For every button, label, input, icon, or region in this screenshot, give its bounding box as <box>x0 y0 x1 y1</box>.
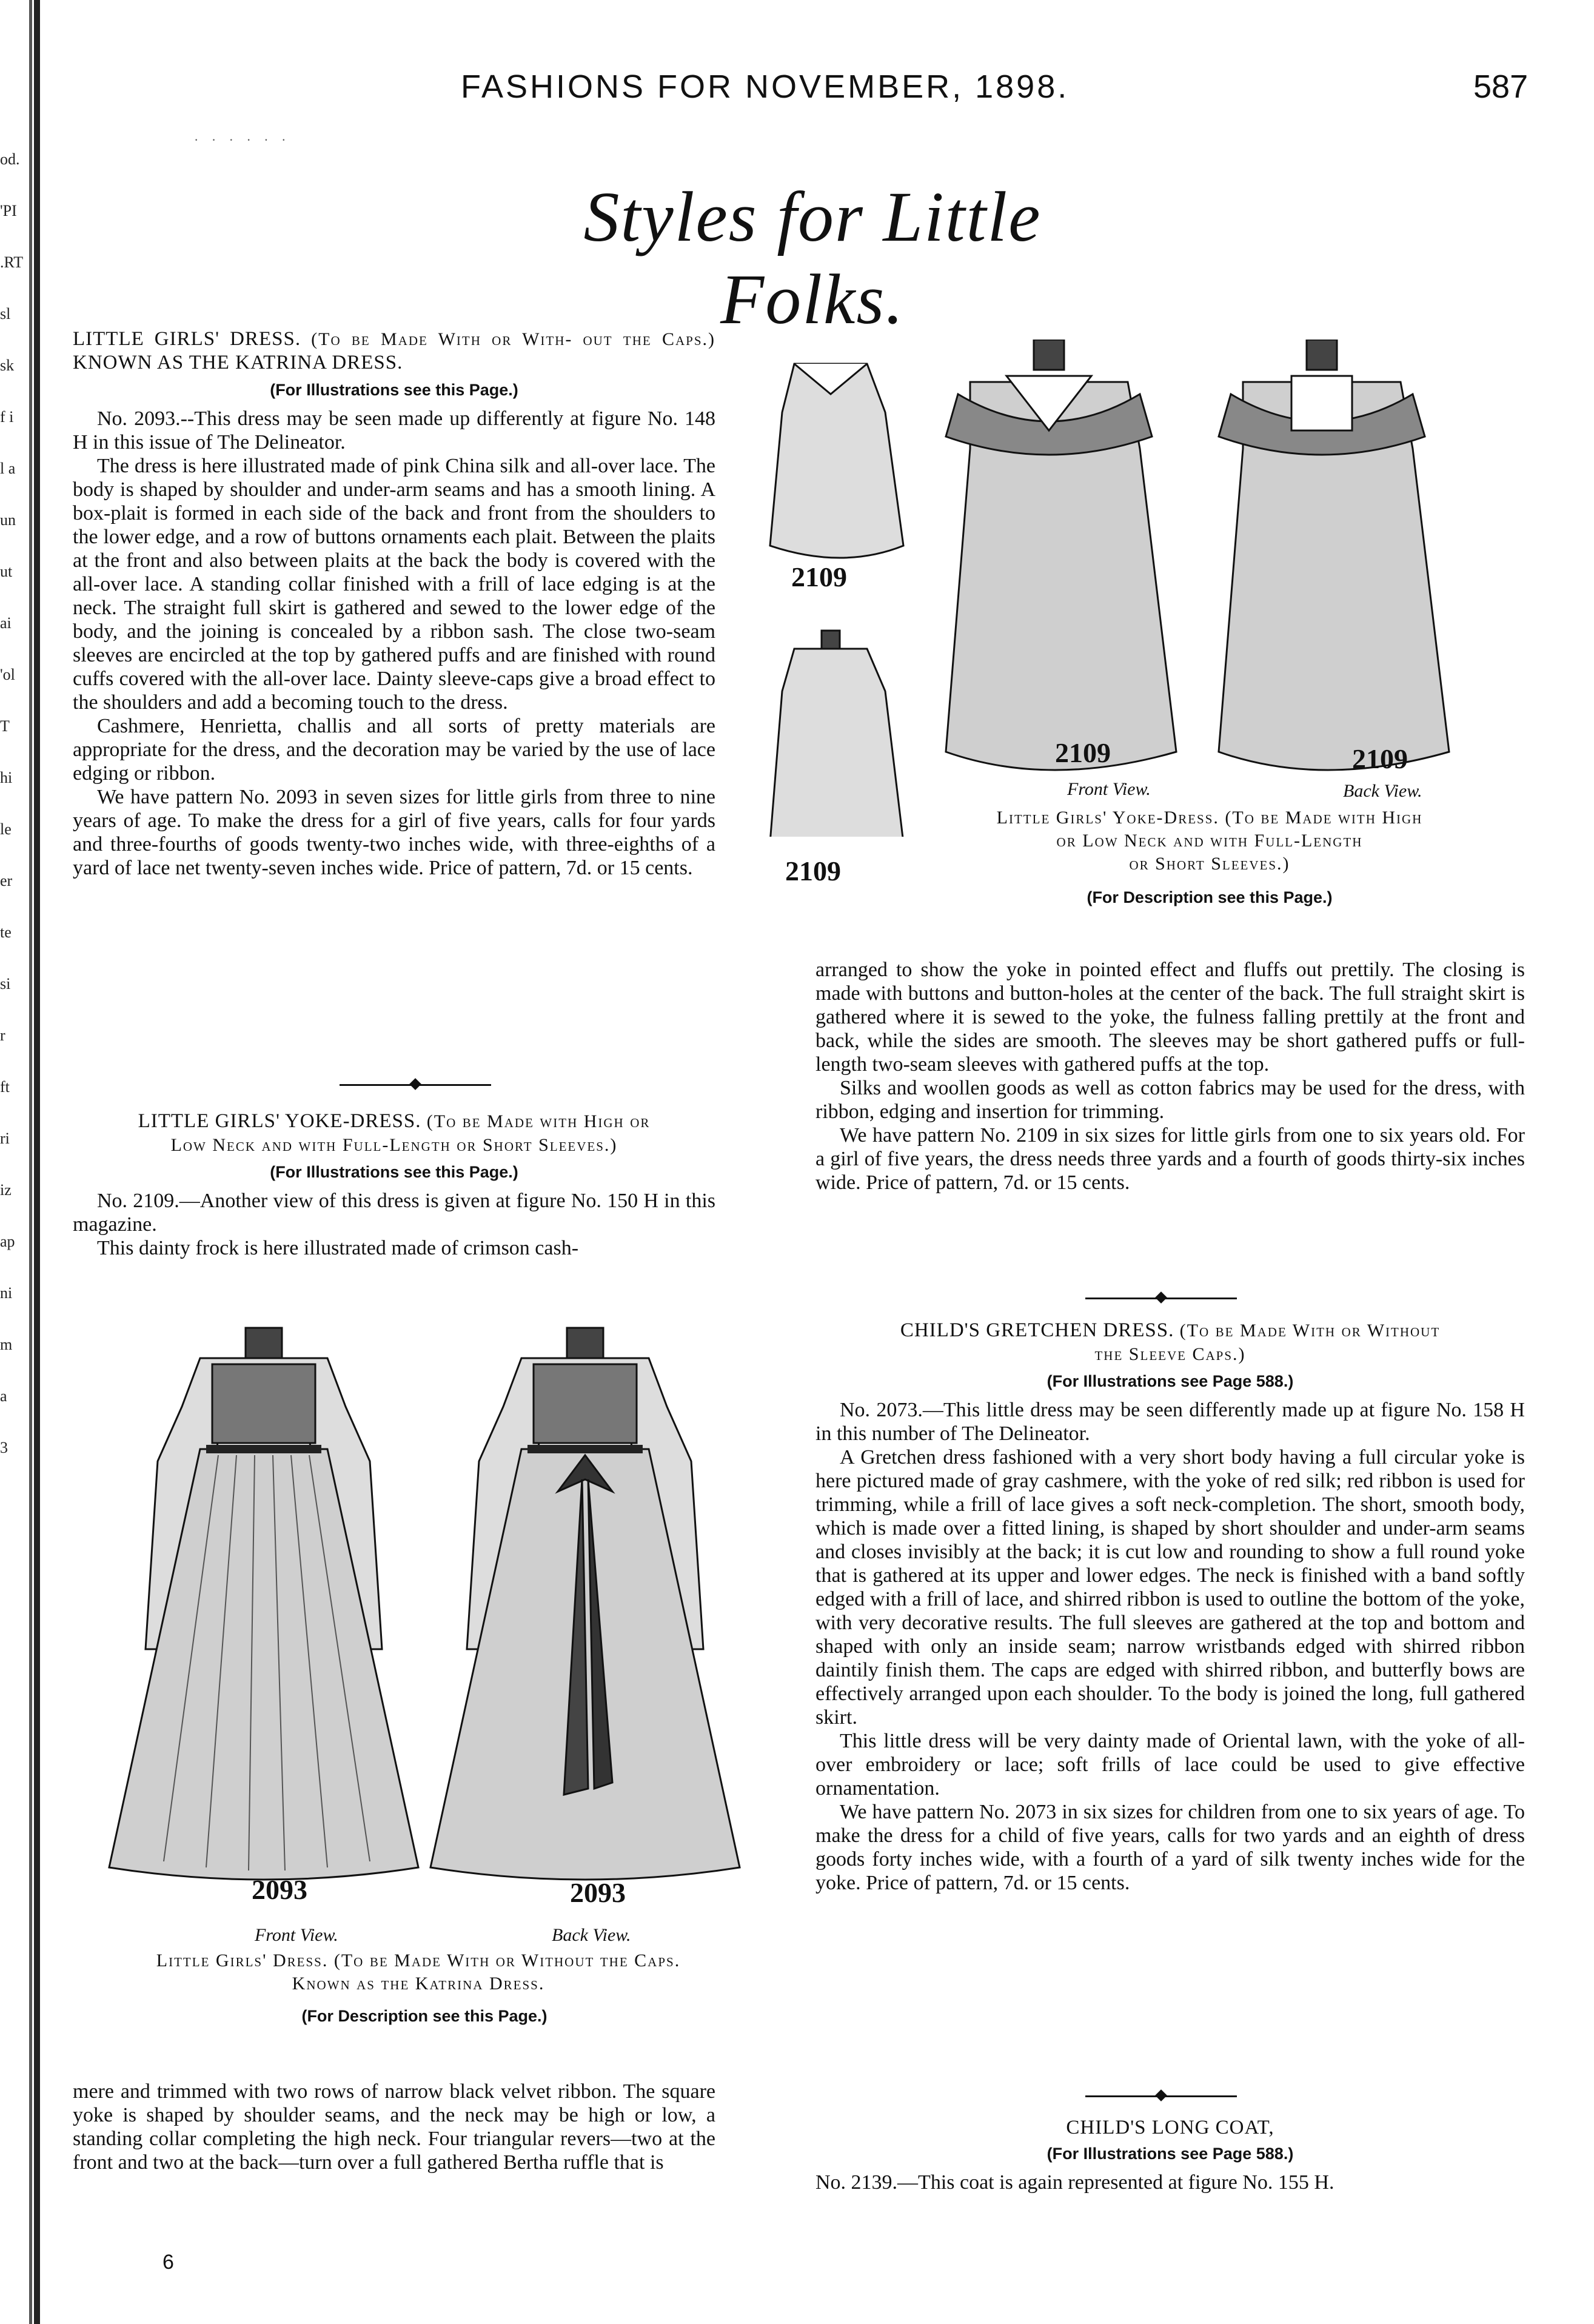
dress-2109-back-drawing <box>1219 340 1449 770</box>
paragraph: arranged to show the yoke in pointed effect and fluffs out prettily. The closing is made with buttons and button-holes at the center of the back. The full straight skirt is gathered where it is sewed to the yoke, the fulness falling prettily at the front and back, while the sides are smooth. The sleeves may be short gathered puffs or full-length two-seam sleeves with gathered puffs at the top. <box>815 959 1525 1076</box>
paragraph: Silks and woollen goods as well as cotton fabrics may be used for the dress, with ribbon, edging and insertion for trimming. <box>815 1077 1525 1123</box>
fragment: .RT <box>0 253 24 271</box>
fragment: l a <box>0 460 16 477</box>
figure-caption <box>891 806 1528 876</box>
fragment: ai <box>0 614 12 632</box>
fragment: si <box>0 975 11 993</box>
fragment: te <box>0 923 12 941</box>
caption-line: or Low Neck and with Full-Length <box>1056 831 1363 851</box>
heading-paren: (To be Made With or With- <box>311 329 573 349</box>
illustration-note: (For Illustrations see this Page.) <box>270 381 518 399</box>
dress-2093-illustration <box>91 1310 770 1916</box>
running-header: FASHIONS FOR NOVEMBER, 1898. <box>461 69 1070 105</box>
fragment: 3 <box>0 1439 8 1456</box>
paragraph: This dainty frock is here illustrated made of crimson cash- <box>97 1237 579 1259</box>
paragraph: No. 2109.—Another view of this dress is given at figure No. 150 H in this magazine. <box>73 1190 715 1236</box>
front-view-label: Front View. <box>255 1925 338 1945</box>
fragment: iz <box>0 1181 12 1199</box>
article-2109 <box>73 1110 715 1260</box>
figure-label: 2093 <box>570 1877 626 1908</box>
illustration-note: (For Illustrations see this Page.) <box>270 1163 518 1181</box>
fragment: f i <box>0 408 14 426</box>
caption-line: or Short Sleeves.) <box>1129 854 1290 874</box>
fragment: m <box>0 1336 13 1353</box>
caption-line: Little Girls' Yoke-Dress. (To be Made with High <box>996 808 1423 828</box>
paragraph: A Gretchen dress fashioned with a very short body having a full circular yoke is here pictured made of gray cashmere, with the yoke of red silk; red ribbon is used for trimming, while a frill of lace gives a soft neck-completion. The short, smooth body, which is made over a fitted lining, is shaped by short shoulder and under-arm seams and closes invisibly at the back; it is cut low and rounding to show a full round yoke that is gathered at its upper and lower edges. The neck is finished with a band softly edged with a frill of lace, and shirred ribbon is used to outline the bottom of the yoke, with very decorative results. The full sleeves are gathered at the top and bottom and shaped with only an inside seam; narrow wristbands edged with shirred ribbon daintily finish them. The caps are edged with shirred ribbon, and butterfly bows are effectively arranged upon each shoulder. To the body is joined the long, full gathered skirt. <box>815 1446 1525 1729</box>
article-heading <box>815 1319 1525 1366</box>
heading-paren-cont: out the Caps.) <box>583 329 716 349</box>
figure-label: 2109 <box>791 561 847 592</box>
figure-label: 2109 <box>1055 737 1111 768</box>
fragment: le <box>0 820 12 838</box>
fragment: sl <box>0 305 11 323</box>
heading-known-as: KNOWN AS THE KATRINA DRESS. <box>73 352 403 373</box>
figure-group-2093 <box>91 1310 770 2025</box>
article-2109-continued <box>73 2080 715 2174</box>
heading-main: CHILD'S GRETCHEN DRESS. <box>900 1319 1174 1341</box>
fragment: ni <box>0 1284 13 1302</box>
heading-paren: (To be Made With or Without <box>1179 1321 1441 1341</box>
fragment: hi <box>0 769 13 786</box>
heading-paren-cont: Low Neck and with Full-Length or Short Sleeves.) <box>170 1135 618 1155</box>
paragraph: No. 2073.—This little dress may be seen differently made up at figure No. 158 H in this number of The Delineator. <box>815 1399 1525 1445</box>
fragment: un <box>0 511 16 529</box>
figure-label: 2109 <box>785 856 841 886</box>
divider-ornament <box>409 1078 421 1090</box>
paragraph: No. 2139.—This coat is again represented at figure No. 155 H. <box>815 2171 1334 2194</box>
heading-paren-cont: the Sleeve Caps.) <box>1094 1344 1246 1364</box>
description-note: (For Description see this Page.) <box>301 2007 548 2025</box>
fragment: a <box>0 1387 7 1405</box>
front-view-label: Front View. <box>1067 779 1151 799</box>
article-2093 <box>73 327 715 880</box>
heading-paren: (To be Made with High or <box>426 1111 651 1131</box>
footer-number: 6 <box>162 2251 174 2274</box>
fragment: od. <box>0 150 20 168</box>
fragment: ri <box>0 1130 10 1147</box>
description-note: (For Description see this Page.) <box>1087 888 1333 906</box>
illustration-note: (For Illustrations see Page 588.) <box>1046 1372 1294 1390</box>
paragraph: This little dress will be very dainty made of Oriental lawn, with the yoke of all-over embroidery or lace; soft frills of lace could be used to give effective ornamentation. <box>815 1730 1525 1800</box>
back-view-label: Back View. <box>1343 781 1422 801</box>
back-view-label: Back View. <box>552 1925 631 1945</box>
caption-line: Known as the Katrina Dress. <box>292 1974 545 1994</box>
paragraph: We have pattern No. 2109 in six sizes for little girls from one to six years old. For a girl of five years, the dress needs three yards and a fourth of goods thirty-six inches wide. Price of pattern, 7d. or 15 cents. <box>815 1124 1525 1194</box>
illustration-note: (For Illustrations see Page 588.) <box>1046 2145 1294 2163</box>
page-number: 587 <box>1473 69 1529 105</box>
adjacent-page-fragments <box>0 133 36 1473</box>
heading-main: LITTLE GIRLS' YOKE-DRESS. <box>138 1110 421 1132</box>
paragraph: The dress is here illustrated made of pink China silk and all-over lace. The body is shaped by shoulder and under-arm seams and has a smooth lining. A box-plait is formed in each side of the back and front from the shoulders to the lower edge, and a row of buttons ornaments each plait. Between the plaits at the front and also between plaits at the back the body is covered with the all-over lace. A standing collar finished with a frill of lace edging is at the neck. The straight full skirt is gathered and sewed to the lower edge of the body, and the joining is concealed by a ribbon sash. The close two-seam sleeves are encircled at the top by gathered puffs and are finished with round cuffs covered with the all-over lace. Dainty sleeve-caps give a broad effect to the shoulders and add a becoming touch to the dress. <box>73 455 715 714</box>
article-2073 <box>815 1319 1525 1895</box>
divider-ornament <box>1155 2089 1167 2101</box>
article-heading <box>73 327 715 375</box>
heading-main: LITTLE GIRLS' DRESS. <box>73 328 301 350</box>
fragment: ft <box>0 1078 10 1096</box>
figure-label: 2109 <box>1352 743 1408 774</box>
paragraph: Cashmere, Henrietta, challis and all sorts of pretty materials are appropriate for the dress, and the decoration may be varied by the use of lace edging or ribbon. <box>73 715 715 785</box>
fragment: er <box>0 872 13 889</box>
heading-main: CHILD'S LONG COAT, <box>1066 2117 1274 2138</box>
section-title: Styles for Little Folks. <box>583 177 1042 339</box>
divider-ornament <box>1155 1291 1167 1304</box>
dress-2093-front-drawing <box>109 1328 418 1880</box>
dress-2109-small-low-neck-drawing <box>770 364 903 558</box>
dress-2109-small-high-neck-drawing <box>770 631 903 837</box>
fragment: T <box>0 717 10 735</box>
article-heading <box>73 1110 715 1157</box>
paragraph: mere and trimmed with two rows of narrow black velvet ribbon. The square yoke is shaped by shoulder seams, and the neck may be high or low, a standing collar completing the high neck. Four triangular revers—two at the front and two at the back—turn over a full gathered Bertha ruffle that is <box>73 2080 715 2174</box>
fragment: ap <box>0 1233 15 1250</box>
dress-2093-back-drawing <box>430 1328 740 1880</box>
fragment: sk <box>0 357 15 374</box>
dress-2109-front-drawing <box>946 340 1176 770</box>
paragraph: We have pattern No. 2073 in six sizes for children from one to six years of age. To make the dress for a child of five years, calls for two yards and an eighth of dress goods forty inches wide, with a fourth of a yard of silk twenty inches wide for the yoke. Price of pattern, 7d. or 15 cents. <box>815 1801 1525 1894</box>
caption-line: Little Girls' Dress. (To be Made With or Without the Caps. <box>156 1951 681 1971</box>
figure-label: 2093 <box>252 1874 307 1905</box>
figure-caption <box>55 1949 782 1995</box>
fragment: 'ol <box>0 666 15 683</box>
fragment: 'PI <box>0 202 17 219</box>
article-2109-right-text <box>815 958 1525 1194</box>
fragment: r <box>0 1026 5 1044</box>
fragment: ut <box>0 563 13 580</box>
print-specks: · · · · · · <box>194 132 291 147</box>
dress-2109-illustration <box>746 340 1528 837</box>
article-2139 <box>815 2116 1525 2194</box>
paragraph: No. 2093.--This dress may be seen made up differently at figure No. 148 H in this issue of The Delineator. <box>73 407 715 454</box>
paragraph: We have pattern No. 2093 in seven sizes for little girls from three to nine years of age. To make the dress for a girl of five years, calls for four yards and three-fourths of goods twenty-two inches wide, with three-eighths of a yard of lace net twenty-seven inches wide. Price of pattern, 7d. or 15 cents. <box>73 786 715 879</box>
figure-group-2109 <box>746 340 1528 916</box>
